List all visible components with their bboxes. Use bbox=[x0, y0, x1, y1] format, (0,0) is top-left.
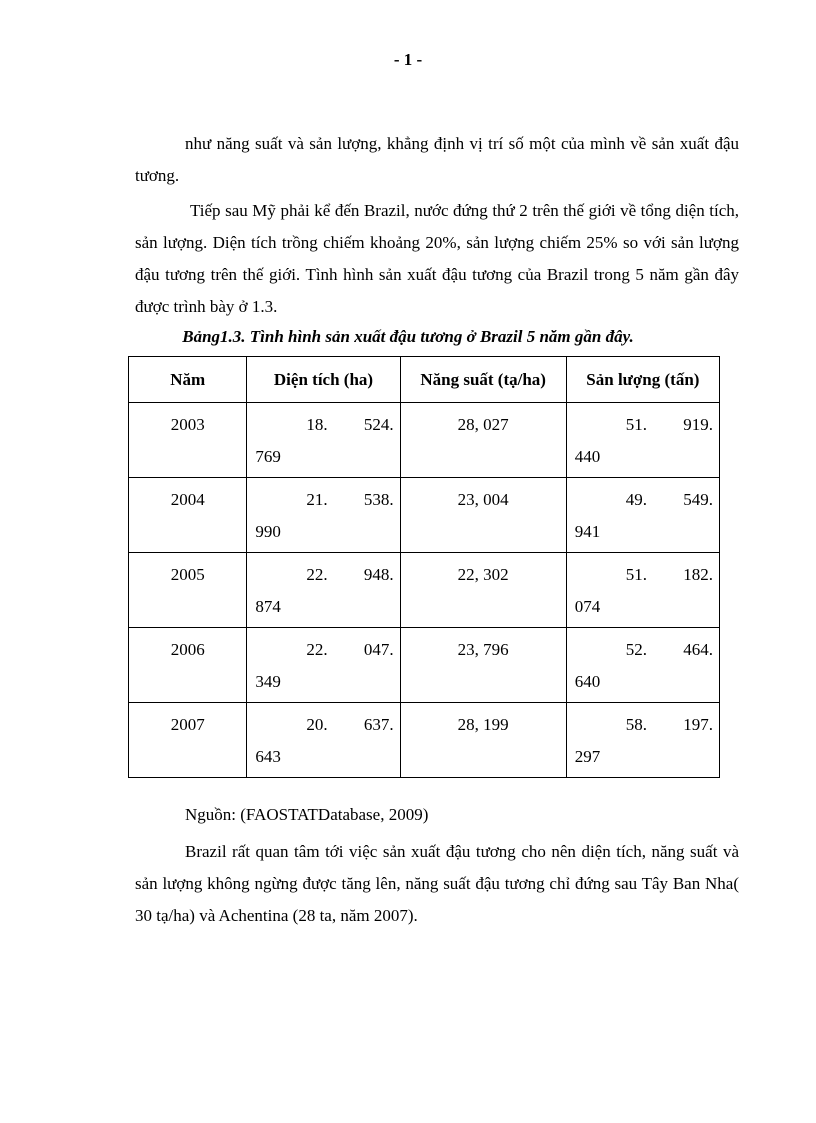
cell-output-line2: 297 bbox=[574, 747, 601, 766]
table-header-row bbox=[129, 357, 720, 403]
cell-output-line1: 51. 919. bbox=[625, 415, 713, 434]
cell-output bbox=[566, 478, 719, 553]
header-area: Diện tích (ha) bbox=[247, 357, 400, 403]
cell-area-line2: 349 bbox=[255, 672, 281, 691]
cell-area-line1: 22. 047. bbox=[306, 640, 394, 659]
cell-year: 2006 bbox=[129, 628, 247, 703]
table-row bbox=[129, 553, 720, 628]
header-output: Sản lượng (tấn) bbox=[566, 357, 719, 403]
header-year: Năm bbox=[129, 357, 247, 403]
cell-area bbox=[247, 703, 400, 778]
cell-yield: 22, 302 bbox=[400, 553, 566, 628]
cell-year: 2005 bbox=[129, 553, 247, 628]
cell-output-line1: 58. 197. bbox=[625, 715, 713, 734]
cell-output bbox=[566, 553, 719, 628]
header-yield: Năng suất (tạ/ha) bbox=[400, 357, 566, 403]
cell-output-line2: 640 bbox=[574, 672, 601, 691]
cell-yield: 28, 199 bbox=[400, 703, 566, 778]
page-number: - 1 - bbox=[393, 50, 423, 69]
paragraph-intro: như năng suất và sản lượng, khẳng định vị trí số một của mình về sản xuất đậu tương. bbox=[135, 134, 739, 185]
cell-output-line1: 49. 549. bbox=[625, 490, 713, 509]
cell-yield: 28, 027 bbox=[400, 403, 566, 478]
cell-area-line2: 990 bbox=[255, 522, 281, 541]
cell-output bbox=[566, 703, 719, 778]
cell-year: 2003 bbox=[129, 403, 247, 478]
cell-yield: 23, 004 bbox=[400, 478, 566, 553]
cell-output-line2: 440 bbox=[574, 447, 601, 466]
cell-output-line1: 52. 464. bbox=[625, 640, 713, 659]
cell-area-line1: 18. 524. bbox=[306, 415, 394, 434]
cell-output bbox=[566, 628, 719, 703]
table-row bbox=[129, 478, 720, 553]
paragraph-conclusion: Brazil rất quan tâm tới việc sản xuất đậu tương cho nên diện tích, năng suất và sản lượng không ngừng được tăng lên, năng suất đậu tương chỉ đứng sau Tây Ban Nha( 30 tạ/ha) và Achentina (28 ta, năm 2007). bbox=[135, 842, 739, 925]
cell-area-line1: 20. 637. bbox=[306, 715, 394, 734]
cell-area-line1: 22. 948. bbox=[306, 565, 394, 584]
table-source: Nguồn: (FAOSTATDatabase, 2009) bbox=[185, 805, 429, 824]
paragraph-brazil: Tiếp sau Mỹ phải kể đến Brazil, nước đứng thứ 2 trên thế giới về tổng diện tích, sản lượng. Diện tích trồng chiếm khoảng 20%, sản lượng chiếm 25% so với sản lượng đậu tương trên thế giới. Tình hình sản xuất đậu tương của Brazil trong 5 năm gần đây được trình bày ở 1.3. bbox=[135, 201, 739, 316]
cell-area-line2: 643 bbox=[255, 747, 281, 766]
cell-output-line2: 074 bbox=[574, 597, 601, 616]
cell-area bbox=[247, 553, 400, 628]
cell-area bbox=[247, 628, 400, 703]
cell-output-line2: 941 bbox=[574, 522, 601, 541]
cell-area bbox=[247, 478, 400, 553]
table-row bbox=[129, 403, 720, 478]
cell-output-line1: 51. 182. bbox=[625, 565, 713, 584]
cell-year: 2004 bbox=[129, 478, 247, 553]
cell-area-line2: 874 bbox=[255, 597, 281, 616]
table-caption: Bảng1.3. Tình hình sản xuất đậu tương ở Brazil 5 năm gần đây. bbox=[182, 327, 634, 346]
cell-area-line2: 769 bbox=[255, 447, 281, 466]
cell-area bbox=[247, 403, 400, 478]
cell-output bbox=[566, 403, 719, 478]
table-row bbox=[129, 628, 720, 703]
soybean-production-table bbox=[128, 356, 720, 778]
cell-yield: 23, 796 bbox=[400, 628, 566, 703]
cell-area-line1: 21. 538. bbox=[306, 490, 394, 509]
table-row bbox=[129, 703, 720, 778]
cell-year: 2007 bbox=[129, 703, 247, 778]
